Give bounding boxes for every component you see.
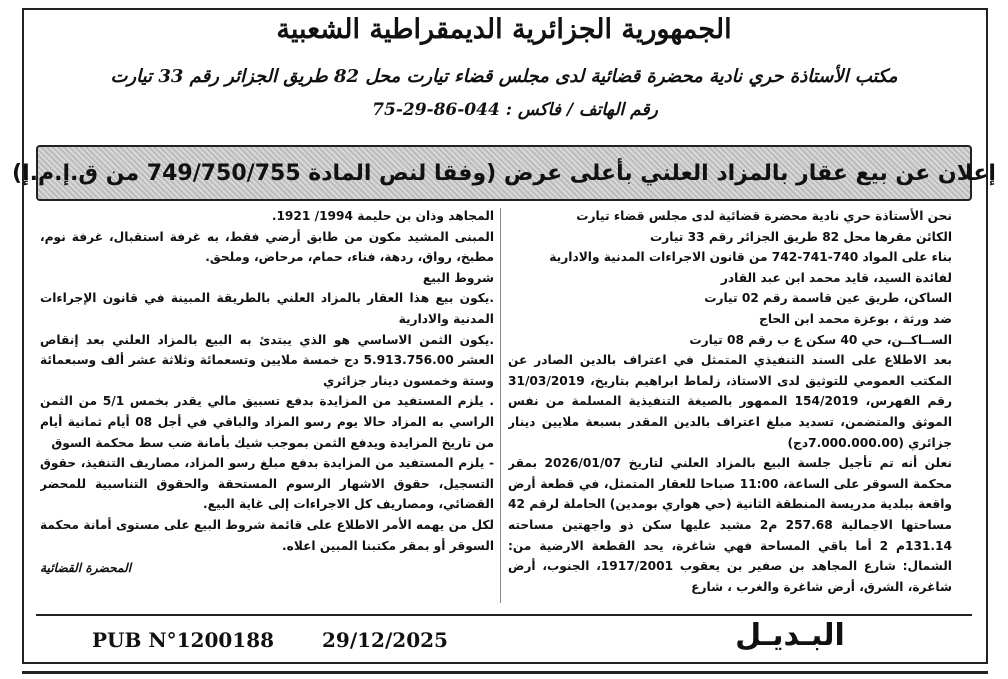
left-paragraph: . يلزم المستفيد من المزايدة بدفع تسبيق مالي يقدر بخمس 5/1 من الثمن الراسي به المزاد حالا يوم رسو المزاد والباقي في أجل 08 أيام ثمانية أيام من تاريخ المزايدة ويدفع الثمن بموجب شيك بأمانة ضب سط محكمة السوق (40, 394, 494, 450)
right-column (508, 206, 952, 606)
sale-conditions-heading: شروط البيع (422, 270, 494, 285)
phone-line (300, 100, 730, 120)
right-paragraph: بعد الاطلاع على السند التنفيذي المتمثل في اعتراف بالدين الصادر عن المكتب العمومي للتوثيق لدى الاستاذ، زلماط ابراهيم بتاريخ، 31/03/2019 رقم الفهرس، 154/2019 الممهور بالصيغة التنفيذية المسلمة من نفس الموثق والمتضمن، تسديد مبلغ اعتراف بالدين المقدر بسبعة ملايين دينار جزائري (7.000.000.00دج) (508, 353, 952, 450)
page-bottom-rule (22, 671, 988, 674)
right-paragraph: الساكن، طريق عين قاسمة رقم 02 تيارت (704, 291, 952, 306)
left-paragraph: - يلزم المستفيد من المزايدة بدفع مبلغ رسو المزاد، مصاريف التنفيذ، حقوق التسجيل، حقوق الاشهار الرسوم المستحقة والحقوق التناسبية للمحضر القضائي، ومصاريف كل الاجراءات إلى غاية البيع. (40, 456, 494, 512)
pub-number: PUB N°1200188 (92, 628, 275, 652)
right-paragraph: الكائن مقرها محل 82 طريق الجزائر رقم 33 تيارت (649, 229, 952, 244)
phone-label: رقم الهاتف / فاكس : (505, 100, 658, 120)
column-divider (500, 208, 501, 603)
right-paragraph: نعلن أنه تم تأجيل جلسة البيع بالمزاد العلني لتاريخ 2026/01/07 بمقر محكمة السوقر على الساعة، 11:00 صباحا للعقار المتمثل، في قطعة أرض واقعة ببلدية مدريسة المنطقة الثانية (حي هواري بومدين) الحاملة لرقم 42 مساحتها الاجمالية 257.68 م2 مشيد عليها سكن ذو واجهتين مساحته 131.14م 2 أما باقي المساحة فهي شاغرة، يحد القطعة الارضية من: الشمال: شارع المجاهد بن صفير بن يعقوب 1917/2001، الجنوب، أرض شاغرة، الشرق، أرض شاغرة والغرب ، شارع (508, 456, 952, 594)
banner-title: إعلان عن بيع عقار بالمزاد العلني بأعلى عرض (وفقا لنص المادة 749/750/755 من ق.إ.م.إ) (12, 160, 996, 186)
announcement-banner (12, 145, 996, 201)
phone-number: 75-29-86-044 (372, 100, 500, 120)
left-column (40, 206, 494, 606)
left-paragraph: لكل من يهمه الأمر الاطلاع على قائمة شروط البيع على مستوى أمانة محكمة السوقر أو بمقر مكتبنا المبين اعلاه. (40, 517, 494, 553)
bailiff-signature: المحضرة القضائية (40, 561, 132, 576)
right-paragraph: الســاكــن، حي 40 سكن ع ب رقم 08 تيارت (689, 332, 952, 347)
left-paragraph: .يكون بيع هذا العقار بالمزاد العلني بالطريقة المبينة في قانون الإجراءات المدنية والادارية (40, 291, 494, 326)
republic-title: الجمهورية الجزائرية الديمقراطية الشعبية (276, 14, 732, 45)
left-paragraph: .يكون الثمن الاساسي هو الذي يبتدئ به البيع بالمزاد العلني بعد إنقاص العشر 5.913.756.00 دج خمسة ملايين وتسعمائة وثلاثة عشر ألف وسبعمائة وستة وخمسون دينار جزائري (40, 332, 494, 388)
left-paragraph: المبنى المشيد مكون من طابق أرضي فقط، به غرفة استقبال، غرفة نوم، مطبخ، رواق، ردهة، فناء، حمام، مرحاض، وملحق. (40, 229, 494, 265)
right-paragraph: بناء على المواد 740-741-742 من قانون الاجراءات المدنية والادارية (549, 250, 952, 265)
office-line: مكتب الأستاذة حري نادية محضرة قضائية لدى مجلس قضاء تيارت محل 82 طريق الجزائر رقم 33 تيارت (110, 66, 898, 87)
right-paragraph: ضد ورثة ، بوعزة محمد ابن الحاج (759, 311, 952, 326)
right-paragraph: لفائدة السيد، قايد محمد ابن عبد القادر (720, 270, 952, 285)
publication-date: 29/12/2025 (322, 628, 448, 652)
right-paragraph: نحن الأستاذة حري نادية محضرة قضائية لدى مجلس قضاء تيارت (576, 209, 952, 223)
price-label: البـديـل (735, 618, 845, 653)
footer-divider (36, 614, 972, 616)
left-paragraph: المجاهد وذان بن حليمة 1994/ 1921. (271, 209, 494, 223)
